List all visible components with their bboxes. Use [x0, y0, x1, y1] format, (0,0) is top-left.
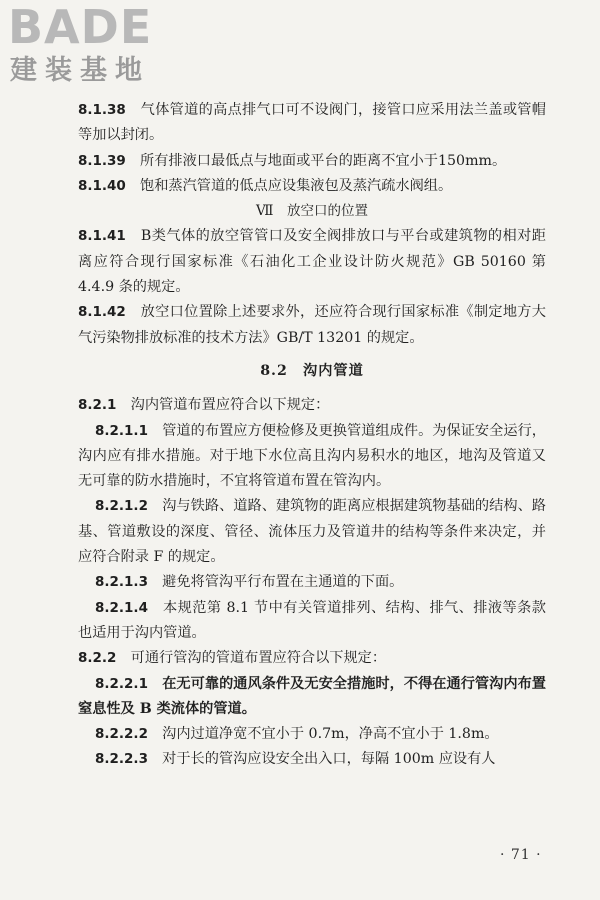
- clause-number: 8.2.2.2: [95, 726, 148, 743]
- clause-text: B类气体的放空管管口及安全阀排放口与平台或建筑物的相对距离应符合现行国家标准《石油化工企业设计防火规范》GB 50160 第 4.4.9 条的规定。: [78, 228, 546, 296]
- clause-8-2-1-1: [78, 419, 546, 495]
- clause-number: 8.1.38: [78, 102, 126, 118]
- clause-text: 沟内管道布置应符合以下规定：: [130, 397, 330, 414]
- clause-number: 8.2.1.4: [95, 599, 148, 616]
- clause-number: 8.2.2.1: [95, 675, 148, 692]
- page-number: · 71 ·: [500, 847, 542, 863]
- clause-8-2-2-3: [78, 747, 546, 772]
- clause-8-2-1-3: [78, 570, 546, 595]
- clause-number: 8.1.42: [78, 304, 126, 321]
- clause-text: 对于长的管沟应设安全出入口，每隔 100m 应设有人: [162, 751, 496, 768]
- clause-number: 8.2.2: [78, 650, 117, 667]
- clause-8-1-38: [78, 98, 546, 149]
- clause-text: 避免将管沟平行布置在主通道的下面。: [162, 574, 404, 591]
- document-body: [78, 98, 546, 773]
- clause-8-1-41: [78, 224, 546, 300]
- clause-8-2-1-4: [78, 596, 546, 647]
- clause-text: 在无可靠的通风条件及无安全措施时，不得在通行管沟内布置窒息性及 B 类流体的管道。: [78, 675, 546, 717]
- clause-number: 8.1.40: [78, 177, 126, 194]
- clause-text: 可通行管沟的管道布置应符合以下规定：: [130, 650, 387, 667]
- clause-text: 管道的布置应方便检修及更换管道组成件。为保证安全运行，沟内应有排水措施。对于地下水位高且沟内易积水的地区，地沟及管道又无可靠的防水措施时，不宜将管道布置在管沟内。: [78, 422, 546, 490]
- subheading: Ⅶ 放空口的位置: [256, 203, 368, 220]
- clause-8-1-39: [78, 149, 546, 174]
- clause-number: 8.1.39: [78, 152, 126, 169]
- clause-8-2-2-2: [78, 722, 546, 747]
- clause-number: 8.2.1.2: [95, 498, 148, 515]
- clause-8-2-1: [78, 393, 546, 418]
- clause-8-1-42: [78, 300, 546, 351]
- clause-8-2-1-2: [78, 494, 546, 570]
- clause-number: 8.2.2.3: [95, 751, 148, 768]
- clause-8-2-2-1: [78, 672, 546, 723]
- clause-text: 沟与铁路、道路、建筑物的距离应根据建筑物基础的结构、路基、管道敷设的深度、管径、流体压力及管道井的结构等条件来决定，并应符合附录 F 的规定。: [78, 498, 546, 566]
- logo-subtitle: 建装基地: [10, 55, 150, 86]
- clause-8-2-2: [78, 646, 546, 671]
- clause-text: 放空口位置除上述要求外，还应符合现行国家标准《制定地方大气污染物排放标准的技术方法》GB/T 13201 的规定。: [78, 304, 546, 346]
- section-heading: 8.2 沟内管道: [260, 362, 364, 379]
- clause-8-1-40: [78, 174, 546, 199]
- clause-text: 所有排液口最低点与地面或平台的距离不宜小于150mm。: [140, 152, 507, 169]
- clause-number: 8.2.1: [78, 397, 117, 414]
- logo-brand: BADE: [8, 0, 153, 54]
- clause-text: 饱和蒸汽管道的低点应设集液包及蒸汽疏水阀组。: [140, 177, 453, 194]
- clause-number: 8.1.41: [78, 228, 126, 245]
- clause-number: 8.2.1.1: [95, 422, 148, 439]
- clause-text: 本规范第 8.1 节中有关管道排列、结构、排气、排液等条款也适用于沟内管道。: [78, 599, 546, 641]
- clause-number: 8.2.1.3: [95, 574, 148, 591]
- clause-text: 气体管道的高点排气口可不设阀门，接管口应采用法兰盖或管帽等加以封闭。: [78, 102, 546, 144]
- clause-text: 沟内过道净宽不宜小于 0.7m，净高不宜小于 1.8m。: [162, 726, 499, 743]
- watermark-logo: [8, 2, 178, 92]
